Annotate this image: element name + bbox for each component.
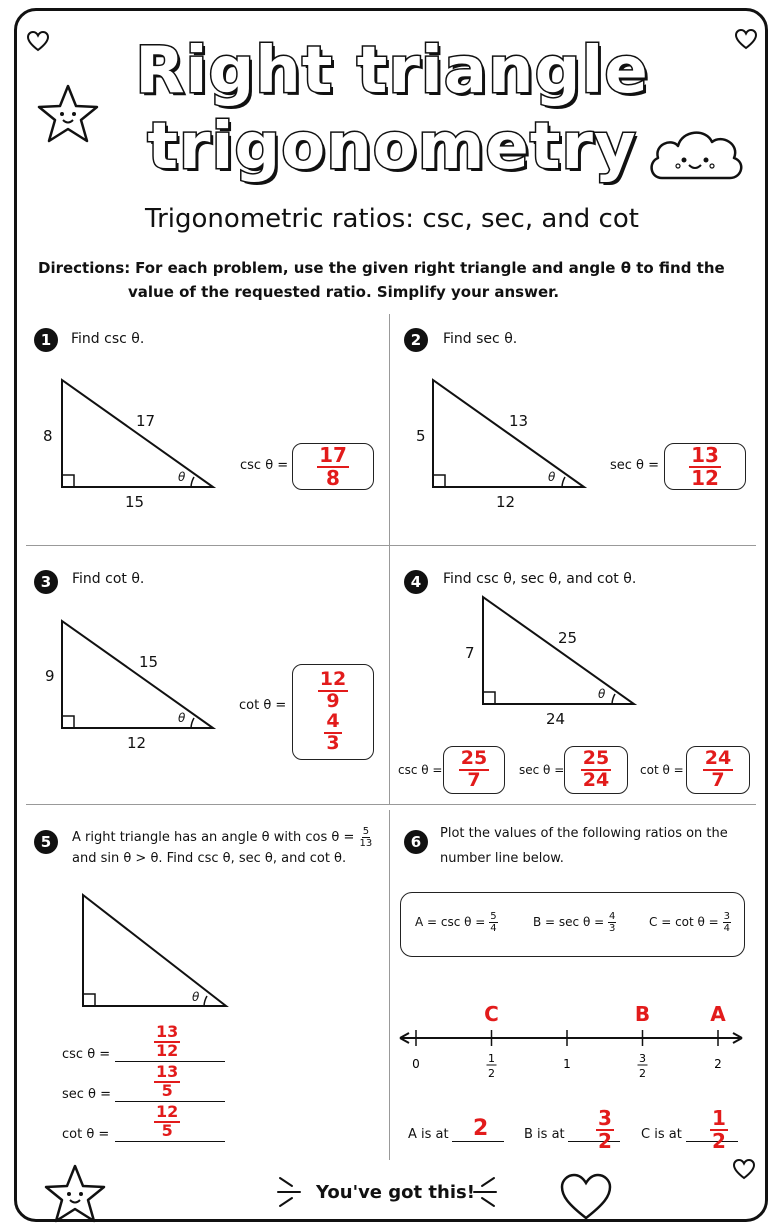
grid-divider-horizontal: [26, 545, 756, 546]
ratio-b: [533, 911, 616, 934]
answer-box[interactable]: [443, 746, 505, 794]
answer-numerator: 25: [460, 747, 488, 770]
answer-line: 4: [326, 710, 340, 732]
answer-box[interactable]: [686, 746, 750, 794]
side-label-vertical: 9: [45, 667, 55, 685]
problem-number: 1: [34, 328, 58, 352]
side-label-base: 15: [125, 493, 145, 511]
side-label-base: 12: [127, 734, 147, 752]
answer-denominator: 12: [691, 465, 719, 490]
ratio-numerator: 4: [609, 911, 616, 922]
answer-denominator: 5: [161, 1080, 173, 1100]
answer-label: cot θ =: [239, 698, 287, 713]
tick-label: 1: [563, 1057, 571, 1071]
position-numerator: 3: [598, 1106, 612, 1130]
problem-prompt: Find cot θ.: [72, 571, 145, 587]
answer-label: csc θ =: [62, 1047, 111, 1062]
grid-divider-vertical: [389, 810, 390, 1160]
side-label-hypotenuse: 17: [136, 412, 156, 430]
side-label-base: 12: [496, 493, 516, 511]
problem-prompt-line-1: Plot the values of the following ratios on the: [440, 826, 728, 841]
position-label: A is at: [408, 1127, 449, 1142]
answer-numerator: 25: [582, 747, 610, 770]
angle-label: θ: [178, 711, 186, 725]
tick-label: 0: [412, 1057, 420, 1071]
answer-label: csc θ =: [240, 458, 289, 473]
problem-prompt-line-2: number line below.: [440, 851, 564, 866]
answer-box[interactable]: [292, 443, 374, 490]
right-triangle: [426, 375, 592, 495]
cos-denominator: 13: [359, 838, 373, 849]
heart-icon: [732, 1158, 756, 1180]
directions-label: Directions:: [38, 259, 131, 277]
tick-label-numerator: 3: [639, 1052, 646, 1065]
cos-numerator: 5: [362, 826, 370, 837]
right-triangle: [76, 890, 234, 1010]
position-answer: [596, 1106, 614, 1152]
number-line: [396, 996, 748, 1090]
title-line-2: trigonometry: [147, 110, 637, 184]
problem-number: 6: [404, 830, 428, 854]
position-answer: [710, 1106, 728, 1152]
side-label-hypotenuse: 13: [509, 412, 529, 430]
answer-denominator: 7: [711, 769, 725, 791]
answer-line: 12: [319, 668, 347, 691]
answer-line: 3: [326, 731, 340, 754]
ratio-denominator: 4: [490, 923, 497, 934]
tick-label: 2: [714, 1057, 722, 1071]
problem-number: 3: [34, 570, 58, 594]
answer-label: csc θ =: [398, 763, 443, 777]
ratio-a: [415, 911, 498, 934]
problem-prompt: Find sec θ.: [443, 331, 518, 347]
answer-numerator: 12: [156, 1102, 179, 1121]
ratio-label: C = cot θ =: [649, 915, 719, 929]
tick-label-denominator: 2: [488, 1067, 495, 1080]
ratio-c: [649, 911, 731, 934]
answer-box[interactable]: [664, 443, 746, 490]
answer-label: sec θ =: [62, 1087, 112, 1102]
point-label-a: A: [710, 1002, 726, 1026]
directions: [38, 256, 738, 304]
answer-line[interactable]: [115, 1141, 225, 1142]
directions-line-2: value of the requested ratio. Simplify your answer.: [128, 283, 560, 301]
ratio-numerator: 3: [723, 911, 730, 922]
ratio-denominator: 3: [609, 923, 616, 934]
grid-divider-horizontal: [26, 804, 756, 805]
footer-message: You've got this!: [316, 1182, 475, 1203]
ratio-denominator: 4: [723, 923, 730, 934]
tick-label-denominator: 2: [639, 1067, 646, 1080]
prompt-text: A right triangle has an angle θ with cos θ =: [72, 830, 355, 845]
side-label-vertical: 7: [465, 644, 475, 662]
answer-denominator: 5: [161, 1120, 173, 1140]
answer-denominator: 7: [467, 769, 481, 791]
grid-divider-vertical: [389, 314, 390, 804]
problem-number: 5: [34, 830, 58, 854]
point-label-c: C: [484, 1002, 499, 1026]
emphasis-marks-icon: [466, 1172, 500, 1212]
answer-numerator: 24: [704, 747, 732, 770]
title-line-1: Right triangle: [135, 34, 649, 108]
position-denominator: 2: [712, 1129, 726, 1153]
answer-numerator: 13: [156, 1062, 179, 1081]
emphasis-marks-icon: [274, 1172, 308, 1212]
answer-numerator: 17: [319, 442, 347, 467]
angle-label: θ: [178, 470, 186, 484]
right-triangle: [55, 616, 221, 736]
answer-label: cot θ =: [640, 763, 684, 777]
tick-label-numerator: 1: [488, 1052, 495, 1065]
answer-denominator: 12: [156, 1040, 179, 1060]
ratio-label: B = sec θ =: [533, 915, 605, 929]
smiling-star-icon: [40, 1162, 110, 1226]
angle-label: θ: [192, 990, 200, 1004]
position-label: C is at: [641, 1127, 682, 1142]
answer-label: cot θ =: [62, 1127, 110, 1142]
angle-label: θ: [548, 470, 556, 484]
answer-box[interactable]: [564, 746, 628, 794]
subtitle: Trigonometric ratios: csc, sec, and cot: [145, 204, 639, 234]
right-triangle: [476, 592, 642, 712]
answer-value: [154, 1022, 180, 1060]
position-numerator: 1: [712, 1106, 726, 1130]
side-label-vertical: 5: [416, 427, 426, 445]
point-label-b: B: [634, 1002, 651, 1026]
side-label-base: 24: [546, 710, 566, 728]
problem-prompt: Find csc θ.: [71, 331, 145, 347]
answer-denominator: 8: [326, 465, 340, 490]
problem-prompt-line-2: and sin θ > θ. Find csc θ, sec θ, and cot θ.: [72, 851, 347, 866]
problem-number: 4: [404, 570, 428, 594]
directions-line-1: For each problem, use the given right triangle and angle θ to find the: [135, 259, 725, 277]
answer-denominator: 24: [582, 769, 610, 791]
answer-label: sec θ =: [610, 458, 660, 473]
answer-numerator: 13: [156, 1022, 179, 1041]
position-answer-line[interactable]: [452, 1141, 504, 1142]
side-label-hypotenuse: 25: [558, 629, 578, 647]
position-answer: 2: [473, 1116, 489, 1141]
answer-value: [154, 1062, 180, 1100]
problem-number: 2: [404, 328, 428, 352]
answer-label: sec θ =: [519, 763, 565, 777]
answer-line: 9: [326, 690, 340, 713]
angle-label: θ: [598, 687, 606, 701]
right-triangle: [55, 375, 221, 495]
problem-prompt-line-1: [72, 826, 373, 849]
side-label-vertical: 8: [43, 427, 53, 445]
answer-numerator: 13: [691, 442, 719, 467]
ratio-numerator: 5: [490, 911, 497, 922]
position-label: B is at: [524, 1127, 565, 1142]
position-denominator: 2: [598, 1129, 612, 1153]
side-label-hypotenuse: 15: [139, 653, 159, 671]
answer-value: [154, 1102, 180, 1140]
problem-prompt: Find csc θ, sec θ, and cot θ.: [443, 571, 637, 587]
heart-icon: [558, 1172, 614, 1222]
answer-box[interactable]: [292, 664, 374, 760]
ratio-label: A = csc θ =: [415, 915, 486, 929]
